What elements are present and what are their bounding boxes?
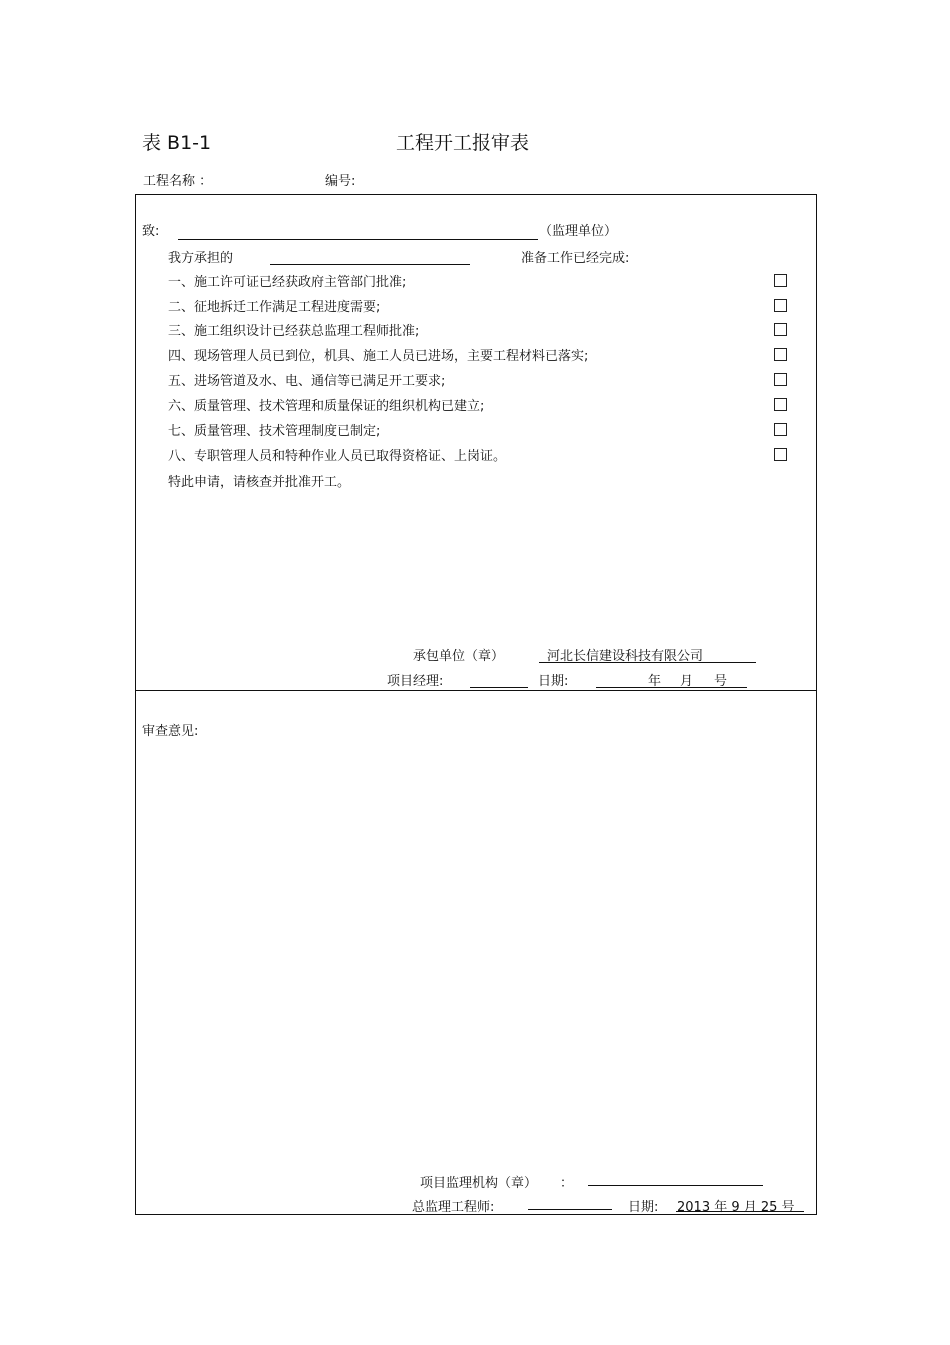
checklist-item-text: 一、施工许可证已经获政府主管部门批准;: [168, 275, 407, 290]
checklist-item-text: 二、征地拆迁工作满足工程进度需要;: [168, 300, 381, 315]
page-title: 工程开工报审表: [396, 132, 530, 154]
checklist-item-text: 七、质量管理、技术管理制度已制定;: [168, 424, 381, 439]
contractor-value: 河北长信建设科技有限公司: [547, 649, 704, 664]
checklist-item-text: 四、现场管理人员已到位，机具、施工人员已进场，主要工程材料已落实;: [168, 349, 589, 364]
request-text: 特此申请，请核查并批准开工。: [168, 475, 351, 490]
chief-engineer-label: 总监理工程师:: [412, 1200, 495, 1215]
project-manager-field[interactable]: [470, 687, 528, 688]
contractor-underline: [539, 662, 756, 663]
checkbox[interactable]: [774, 348, 787, 361]
prep-done-label: 准备工作已经完成:: [521, 251, 630, 266]
checklist-item-text: 三、施工组织设计已经获总监理工程师批准;: [168, 324, 420, 339]
chief-engineer-field[interactable]: [528, 1209, 612, 1210]
checklist-item-text: 八、专职管理人员和特种作业人员已取得资格证、上岗证。: [168, 449, 507, 464]
checkbox[interactable]: [774, 299, 787, 312]
project-name-label: 工程名称 ：: [143, 174, 213, 189]
review-date-label: 日期:: [628, 1200, 659, 1215]
supervisor-unit-field[interactable]: [178, 239, 538, 240]
undertake-label: 我方承担的: [168, 251, 234, 266]
checkbox[interactable]: [774, 398, 787, 411]
table-number: 表 B1-1: [142, 132, 212, 154]
review-date-underline: [676, 1211, 804, 1212]
supervision-org-label: 项目监理机构（章）: [420, 1176, 538, 1191]
to-label: 致:: [142, 224, 160, 239]
project-manager-label: 项目经理:: [387, 674, 444, 689]
checklist-item-text: 五、进场管道及水、电、通信等已满足开工要求;: [168, 374, 446, 389]
checklist-item-text: 六、质量管理、技术管理和质量保证的组织机构已建立;: [168, 399, 485, 414]
review-opinion-label: 审查意见:: [142, 724, 199, 739]
checkbox[interactable]: [774, 448, 787, 461]
supervision-org-colon: ：: [560, 1176, 574, 1191]
checkbox[interactable]: [774, 423, 787, 436]
date-year-label: 年: [648, 674, 662, 689]
contractor-label: 承包单位（章）: [413, 649, 505, 664]
checkbox[interactable]: [774, 274, 787, 287]
checkbox[interactable]: [774, 323, 787, 336]
serial-number-label: 编号:: [325, 174, 356, 189]
checkbox[interactable]: [774, 373, 787, 386]
supervisor-unit-suffix: （监理单位）: [539, 224, 618, 239]
date-day-label: 号: [714, 674, 728, 689]
date-label: 日期:: [538, 674, 569, 689]
supervision-org-field[interactable]: [588, 1185, 763, 1186]
date-month-label: 月: [680, 674, 694, 689]
project-field[interactable]: [270, 264, 470, 265]
review-date-value: 2013 年 9 月 25 号: [677, 1200, 795, 1215]
section-divider: [136, 690, 816, 691]
